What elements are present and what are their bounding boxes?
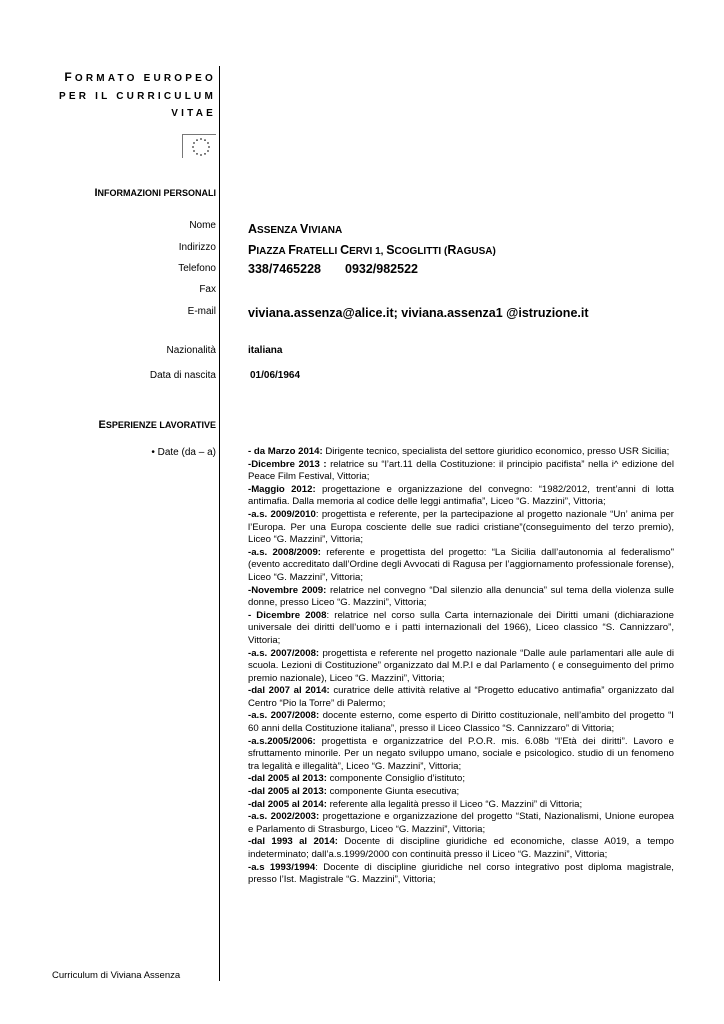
experience-entry-date: -dal 2005 al 2014: (248, 798, 327, 810)
experience-entry-text: referente e progettista del progetto: “La Sicilia dall’autonomia al federalismo" (evento accreditato dall’Ordine degli Avvocati di Ragusa per l’aggiornamento professionale forense), Liceo “G. Mazzini”, Vittoria; (248, 546, 674, 583)
nationality-label: Nazionalità (166, 345, 216, 356)
name-label: Nome (189, 220, 216, 231)
section-title-experience: ESPERIENZE LAVORATIVE (98, 419, 216, 431)
experience-entry (248, 786, 674, 799)
address-label: Indirizzo (178, 242, 216, 253)
experience-entry-date: -dal 2005 al 2013: (248, 773, 327, 785)
phone-value (248, 262, 418, 276)
experience-entry-text: : progettista e referente, per la partecipazione al progetto nazionale “Un’ anima per l’Europa. Per una Europa cosciente delle sue radici cristiane”(conseguimento del terzo premio), Liceo “G. Mazzini”, Vittoria; (248, 508, 675, 546)
header-line-2: PER IL CURRICULUM (59, 90, 216, 102)
experience-entry (248, 509, 674, 547)
phone-2: 0932/982522 (345, 262, 418, 276)
experience-entry (248, 446, 674, 459)
experience-entry (248, 811, 674, 836)
experience-entry (248, 736, 674, 774)
experience-entry-text: progettista e organizzatrice del P.O.R. mis. 6.08b “l’Età dei diritti”. Lavoro e sfruttamento minorile. Per un negato sviluppo umano, sociale e psicologico. studio di un fenomeno tra legalità e illegalità”, Liceo “G. Mazzini”, Vittoria; (248, 735, 674, 772)
section-title-personal: INFORMAZIONI PERSONALI (94, 187, 216, 199)
experience-entry-text: relatrice su “l’art.11 della Costituzione: il principio pacifista” nella i^ edizione del Peace Film Festival, Vittoria; (248, 458, 674, 483)
experience-entry-text: progettazione e organizzazione del convegno: “1982/2012, trent’anni di lotta antimafia. Dalla memoria al codice delle leggi antimafia”, Liceo “G. Mazzini”, Vittoria; (248, 483, 674, 508)
address-value: PIAZZA FRATELLI CERVI 1, SCOGLITTI (RAGUSA) (248, 243, 496, 257)
phone-1: 338/7465228 (248, 262, 321, 276)
experience-entry-date: - Dicembre 2008 (248, 609, 327, 621)
experience-entry-date: -a.s.2005/2006: (248, 735, 316, 747)
experience-entry (248, 710, 674, 735)
eu-logo (182, 134, 216, 158)
birth-value: 01/06/1964 (250, 370, 301, 381)
experience-entry (248, 459, 674, 484)
experience-entry-text: componente Consiglio d’istituto; (326, 773, 466, 785)
experience-entry-date: -a.s. 2002/2003: (248, 811, 320, 823)
experience-entry-date: -a.s. 2008/2009: (248, 546, 321, 558)
column-divider (219, 66, 220, 981)
experience-entry-text: : relatrice nel corso sulla Carta internazionale dei Diritti umani (dichiarazione universale dei diritti dell’uomo e i patti internazionali del 1966), Liceo classico “S. Cannizzaro”, Vittoria; (248, 609, 675, 646)
experience-entry (248, 610, 674, 648)
fax-label: Fax (199, 284, 216, 295)
experience-entry-date: -a.s. 2007/2008: (248, 647, 320, 659)
experience-entry-date: -Novembre 2009: (248, 584, 327, 596)
header-line-1: FORMATO EUROPEO (64, 70, 216, 84)
experience-entry (248, 773, 674, 786)
experience-entry-text: curatrice delle attività relative al “Progetto educativo antimafia” organizzato dal Centro “Pio la Torre” di Palermo; (248, 685, 674, 709)
experience-entry-date: -Dicembre 2013 : (248, 458, 327, 470)
email-value[interactable]: viviana.assenza@alice.it; viviana.assenza1 @istruzione.it (248, 306, 589, 320)
experience-entry-text: referente alla legalità presso il Liceo “G. Mazzini” di Vittoria; (326, 798, 583, 810)
document-header (16, 69, 216, 123)
experience-entry-date: -a.s 1993/1994 (248, 861, 316, 873)
birth-label: Data di nascita (149, 370, 216, 381)
experience-entry-date: -dal 2007 al 2014: (248, 685, 330, 697)
experience-entry-text: relatrice nel convegno “Dal silenzio alla denuncia” sul tema della violenza sulle donne, presso Liceo “G. Mazzini”, Vittoria; (248, 584, 674, 609)
experience-entry-date: -dal 1993 al 2014: (248, 836, 338, 848)
experience-entry (248, 585, 674, 610)
experience-entry (248, 648, 674, 686)
experience-list (248, 446, 674, 887)
experience-entry-date: - da Marzo 2014: (248, 446, 323, 457)
experience-entry (248, 836, 674, 861)
name-value: ASSENZA VIVIANA (248, 222, 343, 236)
experience-entry-date: -Maggio 2012: (248, 483, 316, 495)
nationality-value: italiana (248, 345, 283, 356)
experience-entry-text: componente Giunta esecutiva; (326, 786, 460, 798)
experience-entry-text: Dirigente tecnico, specialista del settore giuridico economico, presso USR Sicilia; (322, 446, 670, 457)
experience-entry-text: progettista e referente nel progetto nazionale “Dalle aule parlamentari alle aule di scuola. Lezioni di Costituzione” organizzato dal M.P.I e dal Parlamento ( e conseguimento del primo premio nazionale), Liceo “G. Mazzini”, Vittoria; (248, 647, 674, 684)
experience-entry (248, 547, 674, 585)
experience-entry-text: progettazione e organizzazione del progetto “Stati, Nazionalismi, Unione europea e Parlamento di Strasburgo, Liceo “G. Mazzini”, Vittoria; (248, 811, 674, 835)
experience-entry-text: : Docente di discipline giuridiche nel corso integrativo post diploma magistrale, presso l’Ist. Magistrale “G. Mazzini”, Vittoria; (248, 861, 674, 886)
experience-entry-text: Docente di discipline giuridiche ed economiche, classe A019, a tempo indeterminato; dall’a.s.1999/2000 con continuità presso il Liceo “G. Mazzini”, Vittoria; (248, 836, 674, 860)
experience-entry-date: -a.s. 2009/2010 (248, 508, 316, 520)
experience-entry-date: -dal 2005 al 2013: (248, 786, 327, 798)
eu-stars-icon (189, 137, 213, 157)
email-label: E-mail (187, 306, 216, 317)
phone-label: Telefono (178, 263, 216, 274)
experience-entry (248, 484, 674, 509)
date-label: • Date (da – a) (151, 447, 216, 458)
footer-text: Curriculum di Viviana Assenza (52, 970, 181, 981)
header-line-3: VITAE (171, 108, 216, 119)
experience-entry-date: -a.s. 2007/2008: (248, 710, 320, 722)
experience-entry-text: docente esterno, come esperto di Diritto costituzionale, nell’ambito del progetto “I 60 anni della Costituzione italiana”, presso il Liceo Classico “S. Cannizzaro” di Vittoria; (248, 710, 674, 735)
experience-entry (248, 862, 674, 887)
experience-entry (248, 685, 674, 710)
experience-entry (248, 799, 674, 812)
